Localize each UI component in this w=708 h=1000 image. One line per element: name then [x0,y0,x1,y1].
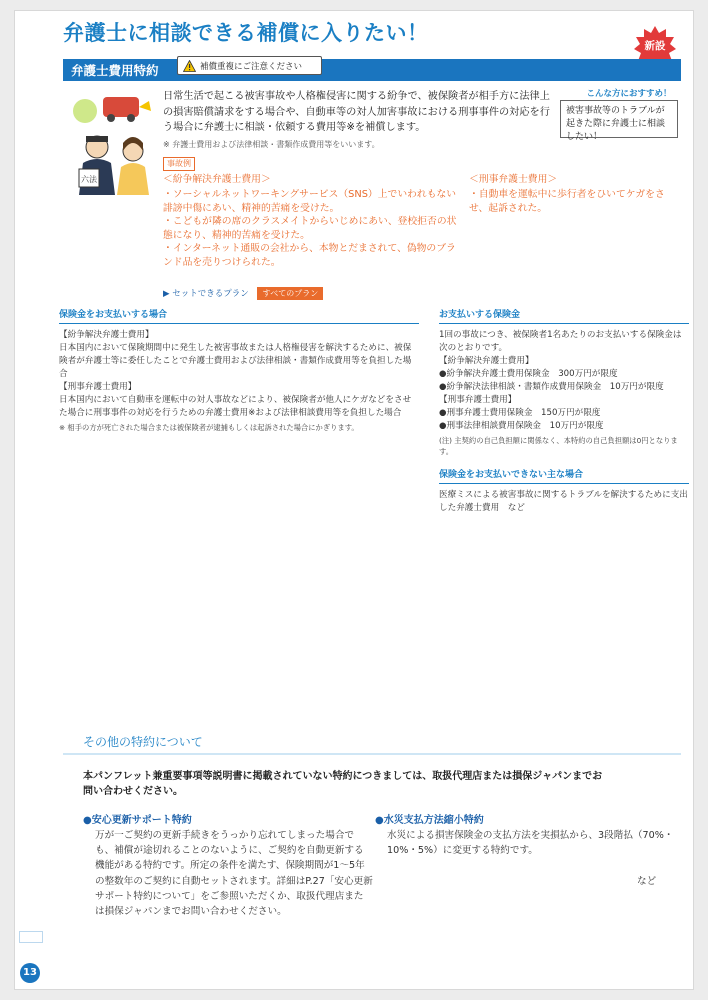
car-icon [103,97,139,117]
other-riders-lead: 本パンフレット兼重要事項等説明書に掲載されていない特約につきましては、取扱代理店または損保ジャパンまでお問い合わせください。 [83,771,603,797]
section-bar-label: 弁護士費用特約 [71,63,159,78]
flood-rider [375,811,675,858]
non-payment-text: 医療ミスによる被害事故に関するトラブルを解決するために支出した弁護士費用 など [439,490,688,513]
page-number: 13 [20,963,40,983]
payout-heading: お支払いする保険金 [439,310,521,320]
recommend-box: 被害事故等のトラブルが起きた際に弁護士に相談したい！ [560,100,678,138]
example-tag: 事故例 [163,157,195,171]
non-payment-heading: 保険金をお支払いできない主な場合 [439,470,584,480]
divider [59,323,419,324]
payment-cases [59,307,419,434]
flood-rider-heading: ●水災支払方法縮小特約 [375,815,484,826]
payout-note: (注) 主契約の自己負担額に関係なく、本特約の自己負担額は0円となります。 [439,436,678,456]
warning-text: 補償重複にご注意ください [200,62,303,72]
payout [439,307,689,515]
dispute-examples [163,171,463,269]
renewal-support-rider [83,811,373,919]
list-item: ・インターネット通販の会社から、本物とだまされて、偽物のブランド品を売りつけられた。 [163,243,456,268]
divider [439,483,689,484]
intro-note: ※ 弁護士費用および法律相談・書類作成費用等をいいます。 [163,140,380,149]
lawyer-illustration [69,91,155,199]
page [14,10,694,990]
recommend-heading: こんな方におすすめ！ [586,89,672,99]
page-title: 弁護士に相談できる補償に入りたい！ [63,21,429,45]
payout-dispute-heading: 【紛争解決弁護士費用】 [439,356,534,366]
payment-cases-heading: 保険金をお支払いする場合 [59,310,168,320]
renewal-support-heading: ●安心更新サポート特約 [83,815,192,826]
dispute-heading: 【紛争解決弁護士費用】 [59,330,154,340]
divider [439,323,689,324]
plan-label: ▶ セットできるプラン [163,289,249,299]
list-item: ・自動車を運転中に歩行者をひいてケガをさせ、起訴された。 [469,189,665,214]
divider [63,753,681,755]
list-item: ・こどもが隣の席のクラスメイトからいじめにあい、登校拒否の状態になり、精神的苦痛を受けた。 [163,216,457,241]
flood-rider-text: 水災による損害保険金の支払方法を実損払から、3段階払（70%・10%・5%）に変更する特約です。 [387,830,674,857]
plan-row [163,287,323,300]
criminal-examples-heading: ＜刑事弁護士費用＞ [469,174,558,185]
list-item: ●紛争解決法律相談・書類作成費用保険金 10万円が限度 [439,382,664,392]
renewal-support-text: 万が一ご契約の更新手続きをうっかり忘れてしまった場合でも、補償が途切れることのないように、ご契約を自動更新する機能がある特約です。所定の条件を満たす、保険期間が1～5年の整数年のご契約に自動セットされます。詳細はP.27「安心更新サポート特約について」をご参照いただくか、取扱代理店または損保ジャパンまでお問い合わせください。 [95,830,373,918]
etc-label: など [637,876,657,887]
criminal-examples [469,171,679,215]
payment-cases-note: ※ 相手の方が死亡された場合または被保険者が逮捕もしくは起訴された場合にかぎります。 [59,423,359,432]
list-item: ●刑事弁護士費用保険金 150万円が限度 [439,408,601,418]
list-item: ●刑事法律相談費用保険金 10万円が限度 [439,421,604,431]
law-book-label: 六法 [81,175,97,184]
impact-icon [139,101,151,111]
other-riders-title: その他の特約について [83,735,203,749]
duplicate-warning [177,56,322,75]
criminal-text: 日本国内において自動車を運転中の対人事故などにより、被保険者が他人にケガなどをさせた場合に刑事事件の対応を行うための弁護士費用※および法律相談費用等を負担した場合 [59,395,412,418]
plan-all-badge: すべてのプラン [257,287,323,300]
list-item: ●紛争解決弁護士費用保険金 300万円が限度 [439,369,618,379]
client-body [117,163,149,195]
intro-text: 日常生活で起こる被害事故や人格権侵害に関する紛争で、被保険者が相手方に法律上の損害賠償請求をする場合や、自動車等の対人加害事故における刑事事件の対応を行う場合に弁護士に相談・依頼する費用等※を補償します。 [163,91,550,133]
criminal-heading: 【刑事弁護士費用】 [59,382,137,392]
blob-shape [73,99,97,123]
new-badge-label: 新設 [644,40,666,52]
dispute-text: 日本国内において保険期間中に発生した被害事故または人格権侵害を解決するために、被保険者が弁護士等に委任したことで弁護士費用および法律相談・書類作成費用等を負担した場合 [59,343,412,379]
warning-icon [183,60,196,72]
payout-criminal-heading: 【刑事弁護士費用】 [439,395,517,405]
list-item: ・ソーシャルネットワーキングサービス（SNS）上でいわれもない誹謗中傷にあい、精神的苦痛を受けた。 [163,189,457,214]
margin-mark [19,931,43,943]
payout-intro: 1回の事故につき、被保険者1名あたりのお支払いする保険金は次のとおりです。 [439,330,682,353]
dispute-examples-heading: ＜紛争解決弁護士費用＞ [163,174,271,185]
